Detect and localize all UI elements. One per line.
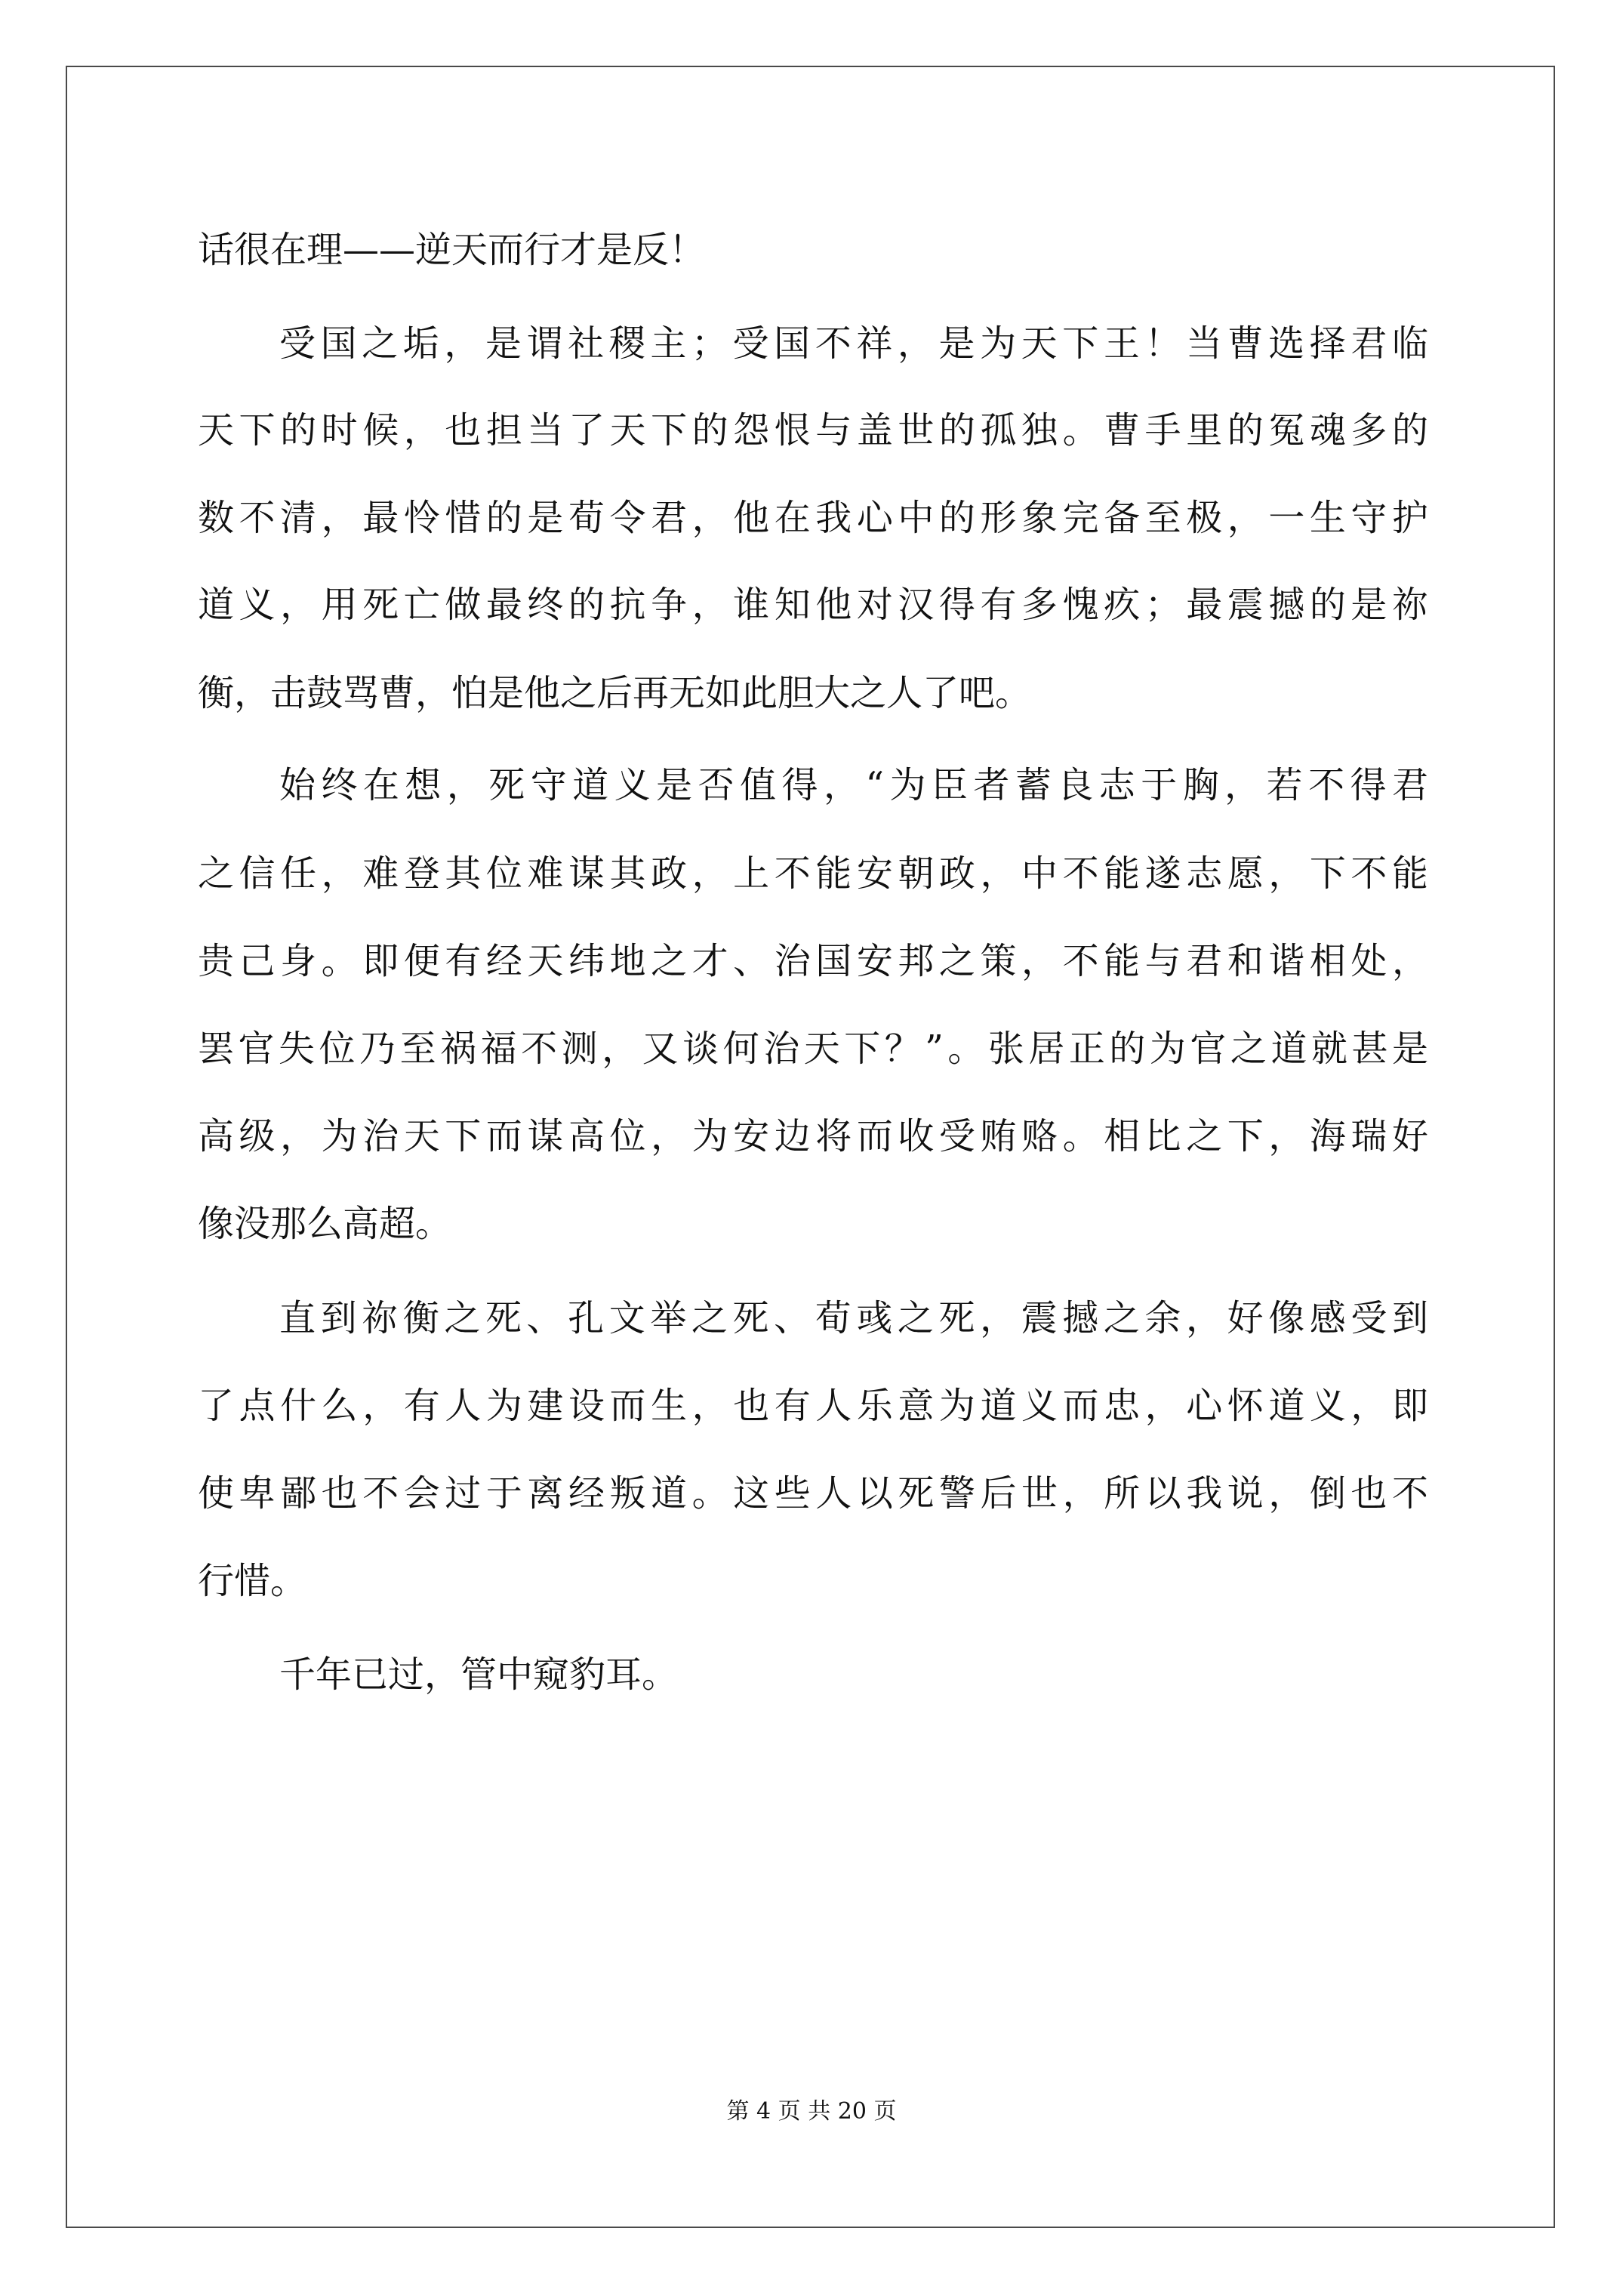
paragraph-3-line-6: 像没那么高超。 bbox=[198, 1203, 452, 1245]
paragraph-4-line-4: 行惜。 bbox=[198, 1560, 307, 1602]
paragraph-5-line-1: 千年已过，管中窥豹耳。 bbox=[279, 1653, 679, 1696]
paragraph-3-line-3: 贵己身。即便有经天纬地之才、治国安邦之策，不能与君和谐相处， bbox=[198, 940, 1428, 982]
paragraph-4-line-2: 了点什么，有人为建设而生，也有人乐意为道义而忠，心怀道义，即 bbox=[198, 1385, 1428, 1427]
paragraph-3-line-5: 高级，为治天下而谋高位，为安边将而收受贿赂。相比之下，海瑞好 bbox=[198, 1115, 1428, 1157]
paragraph-3-line-1: 始终在想，死守道义是否值得，“为臣者蓄良志于胸，若不得君 bbox=[279, 764, 1428, 806]
paragraph-3-line-2: 之信任，难登其位难谋其政，上不能安朝政，中不能遂志愿，下不能 bbox=[198, 852, 1428, 895]
paragraph-2-line-3: 数不清，最怜惜的是荀令君，他在我心中的形象完备至极，一生守护 bbox=[198, 497, 1428, 539]
paragraph-2-line-1: 受国之垢，是谓社稷主；受国不祥，是为天下王！当曹选择君临 bbox=[279, 322, 1428, 365]
paragraph-4-line-1: 直到祢衡之死、孔文举之死、荀彧之死，震撼之余，好像感受到 bbox=[279, 1297, 1428, 1339]
paragraph-4-line-3: 使卑鄙也不会过于离经叛道。这些人以死警后世，所以我说，倒也不 bbox=[198, 1472, 1428, 1515]
paragraph-3-line-4: 罢官失位乃至祸福不测，又谈何治天下？”。张居正的为官之道就甚是 bbox=[198, 1028, 1428, 1070]
paragraph-2-line-2: 天下的时候，也担当了天下的怨恨与盖世的孤独。曹手里的冤魂多的 bbox=[198, 409, 1428, 451]
paragraph-2-line-4: 道义，用死亡做最终的抗争，谁知他对汉得有多愧疚；最震撼的是祢 bbox=[198, 584, 1428, 626]
paragraph-2-line-5: 衡，击鼓骂曹，怕是他之后再无如此胆大之人了吧。 bbox=[198, 672, 1032, 714]
paragraph-1-line-1: 话很在理——逆天而行才是反！ bbox=[198, 229, 706, 271]
page-number-footer: 第 4 页 共 20 页 bbox=[726, 2098, 897, 2125]
